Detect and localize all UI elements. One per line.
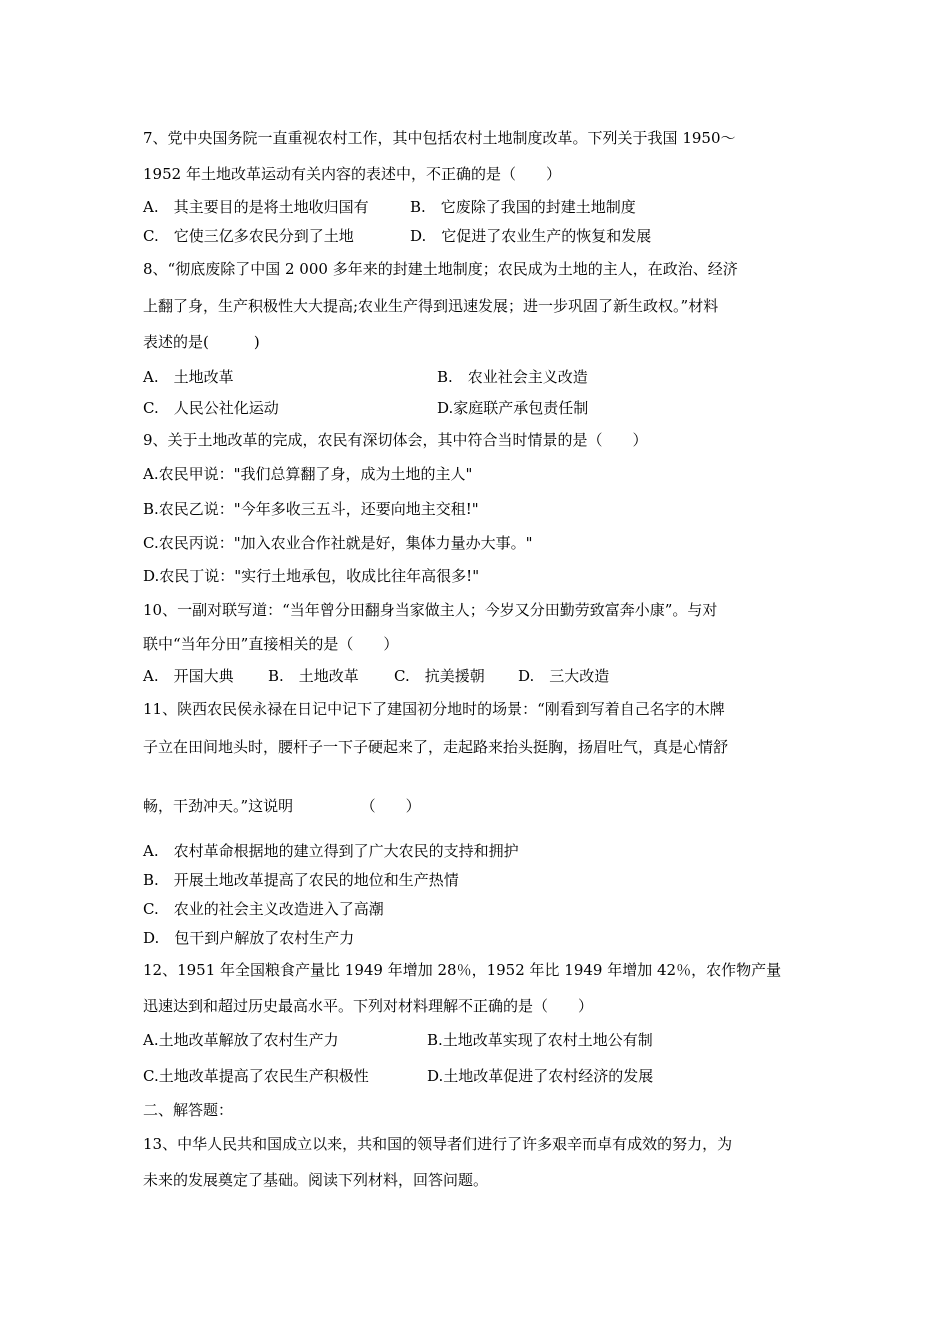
q12-option-b: B.土地改革实现了农村土地公有制 <box>427 1031 653 1049</box>
q11-option-a: A. 农村革命根据地的建立得到了广大农民的支持和拥护 <box>143 842 519 860</box>
q12-stem-line2: 迅速达到和超过历史最高水平。下列对材料理解不正确的是（ ） <box>143 997 594 1015</box>
q11-stem-line1: 11、陕西农民侯永禄在日记中记下了建国初分地时的场景：“刚看到写着自己名字的木牌 <box>143 700 725 718</box>
q12-option-d: D.土地改革促进了农村经济的发展 <box>427 1067 654 1085</box>
q7-option-c: C. 它使三亿多农民分到了土地 <box>143 227 354 245</box>
q9-option-d: D.农民丁说："实行土地承包，收成比往年高很多!" <box>143 567 480 585</box>
q9-option-c: C.农民丙说："加入农业合作社就是好，集体力量办大事。" <box>143 534 533 552</box>
q7-option-d: D. 它促进了农业生产的恢复和发展 <box>410 227 652 245</box>
q10-stem-line2: 联中“当年分田”直接相关的是（ ） <box>143 635 399 653</box>
q8-stem-line1: 8、“彻底废除了中国 2 000 多年来的封建土地制度；农民成为土地的主人，在政治、经济 <box>143 260 738 278</box>
q11-stem-line3: 畅，干劲冲天。”这说明 （ ） <box>143 797 421 815</box>
q10-option-d: D. 三大改造 <box>518 667 610 685</box>
q10-option-b: B. 土地改革 <box>268 667 359 685</box>
q8-option-d: D.家庭联产承包责任制 <box>437 399 589 417</box>
q13-stem-line2: 未来的发展奠定了基础。阅读下列材料，回答问题。 <box>143 1171 489 1189</box>
q9-option-b: B.农民乙说："今年多收三五斗，还要向地主交租!" <box>143 500 479 518</box>
q8-option-b: B. 农业社会主义改造 <box>437 368 588 386</box>
q9-stem-line1: 9、关于土地改革的完成，农民有深切体会，其中符合当时情景的是（ ） <box>143 431 648 449</box>
q12-option-c: C.土地改革提高了农民生产积极性 <box>143 1067 369 1085</box>
q7-stem-line1: 7、党中央国务院一直重视农村工作，其中包括农村土地制度改革。下列关于我国 1950～ <box>143 129 736 147</box>
q10-option-a: A. 开国大典 <box>143 667 234 685</box>
q8-stem-line2: 上翻了身，生产积极性大大提高;农业生产得到迅速发展；进一步巩固了新生政权。”材料 <box>143 297 719 315</box>
q12-stem-line1: 12、1951 年全国粮食产量比 1949 年增加 28％，1952 年比 1949 年增加 42％，农作物产量 <box>143 961 782 979</box>
q7-option-a: A. 其主要目的是将土地收归国有 <box>143 198 369 216</box>
q8-option-c: C. 人民公社化运动 <box>143 399 279 417</box>
q11-option-b: B. 开展土地改革提高了农民的地位和生产热情 <box>143 871 459 889</box>
q13-stem-line1: 13、中华人民共和国成立以来，共和国的领导者们进行了许多艰辛而卓有成效的努力，为 <box>143 1135 733 1153</box>
section-title: 二、解答题： <box>143 1101 234 1119</box>
q11-stem-line2: 子立在田间地头时，腰杆子一下子硬起来了，走起路来抬头挺胸，扬眉吐气，真是心情舒 <box>143 738 729 756</box>
q8-stem-line3: 表述的是( ) <box>143 333 260 351</box>
q11-option-d: D. 包干到户解放了农村生产力 <box>143 929 355 947</box>
q9-option-a: A.农民甲说："我们总算翻了身，成为土地的主人" <box>143 465 473 483</box>
q10-option-c: C. 抗美援朝 <box>394 667 485 685</box>
q12-option-a: A.土地改革解放了农村生产力 <box>143 1031 339 1049</box>
q8-option-a: A. 土地改革 <box>143 368 234 386</box>
q10-stem-line1: 10、一副对联写道：“当年曾分田翻身当家做主人；今岁又分田勤劳致富奔小康”。与对 <box>143 601 718 619</box>
q11-option-c: C. 农业的社会主义改造进入了高潮 <box>143 900 384 918</box>
q7-stem-line2: 1952 年土地改革运动有关内容的表述中，不正确的是（ ） <box>143 165 561 183</box>
q7-option-b: B. 它废除了我国的封建土地制度 <box>410 198 636 216</box>
